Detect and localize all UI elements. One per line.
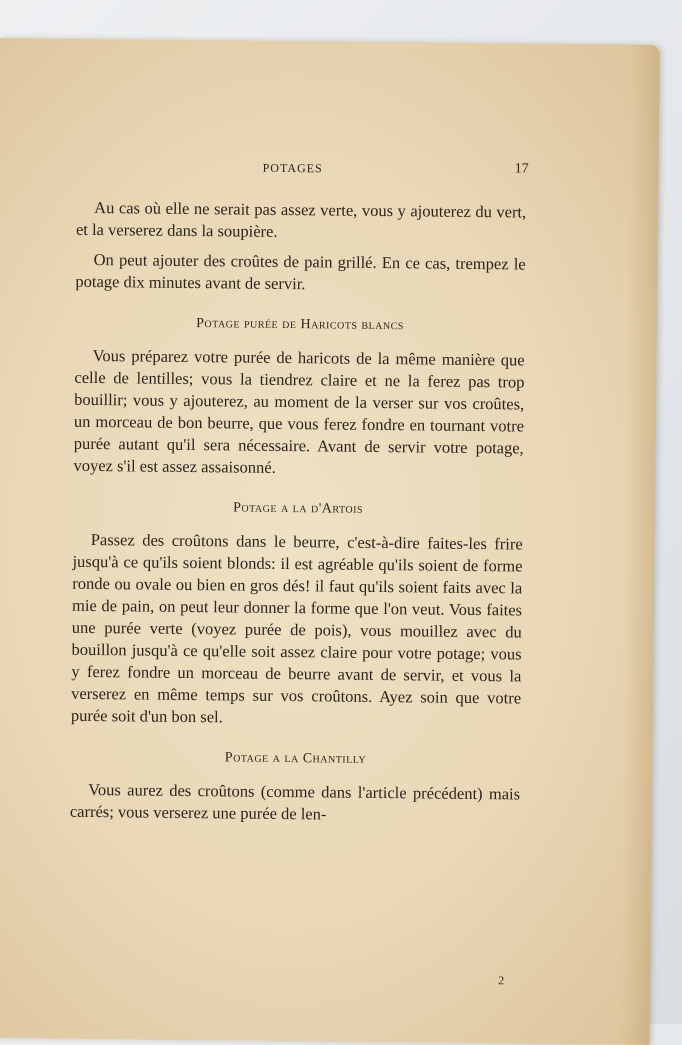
section-text-artois: Passez des croûtons dans le beurre, c'est-à-dire faites-les frire jusqu'à ce qu'ils soient blonds: il est agréable qu'ils soient de forme ronde ou ovale ou bien en gros dés! il faut qu'ils soient faits avec la mie de pain, on peut leur donner la forme que l'on veut. Vous faites une purée verte (voyez purée de pois), vous mouillez avec du bouillon jusqu'à ce qu'elle soit assez claire pour votre potage; vous y ferez fondre un morceau de beurre avant de servir, et vous la verserez en même temps sur vos croûtons. Ayez soin que votre purée soit d'un bon sel. (70, 529, 523, 727)
book-page (0, 38, 660, 1045)
running-head (76, 159, 529, 194)
signature-mark: 2 (498, 973, 505, 988)
section-title-chantilly: Potage a la Chantilly (224, 750, 367, 767)
section-text-haricots: Vous préparez votre purée de haricots de la même manière que celle de lentilles; vous la tiendrez claire et ne la ferez pas trop bouillir; vous y ajouterez, au moment de la verser sur vos croûtes, un morceau de bon beurre, que vous ferez fondre en tournant votre purée autant qu'il sera nécessaire. Avant de servir votre potage, voyez s'il est assez assaisonné. (73, 345, 525, 477)
section-title-haricots: Potage purée de Haricots blancs (196, 316, 404, 334)
intro-paragraph-2: On peut ajouter des croûtes de pain grillé. En ce cas, trempez le potage dix minutes avant de servir. (75, 249, 526, 294)
intro-paragraph-1: Au cas où elle ne serait pas assez verte, vous y ajouterez du vert, et la verserez dans la soupière. (75, 197, 527, 241)
running-title: POTAGES (262, 160, 323, 176)
page-edge-shading (619, 45, 659, 1045)
section-text-chantilly: Vous aurez des croûtons (comme dans l'article précédent) mais carrés; vous verserez une purée de len- (69, 779, 521, 824)
section-title-artois: Potage a la d'Artois (233, 500, 364, 517)
page-number: 17 (514, 161, 529, 177)
page-content (70, 39, 528, 828)
